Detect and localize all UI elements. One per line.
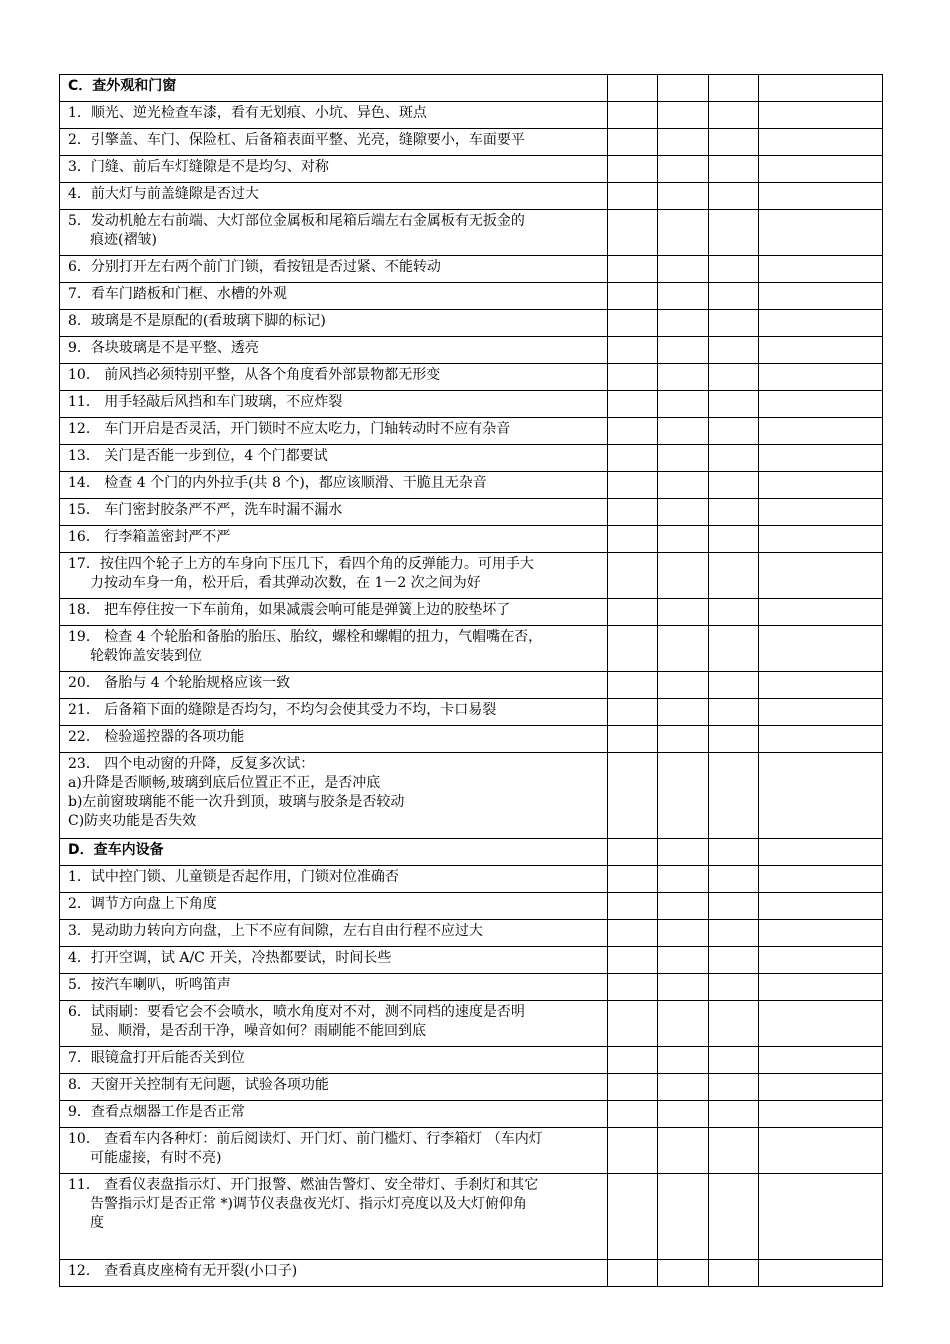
check-cell[interactable] <box>608 974 658 1001</box>
item-line: 14． 检查 4 个门的内外拉手(共 8 个)，都应该顺滑、干脆且无杂音 <box>68 475 487 491</box>
checklist-item-text <box>60 947 608 974</box>
check-cell[interactable] <box>759 499 883 526</box>
check-cell[interactable] <box>759 210 883 256</box>
check-cell[interactable] <box>759 1101 883 1128</box>
checklist-item-text <box>60 156 608 183</box>
checklist-item-text <box>60 974 608 1001</box>
check-cell[interactable] <box>658 866 709 893</box>
check-cell[interactable] <box>658 472 709 499</box>
checklist-item-text <box>60 1260 608 1287</box>
check-cell[interactable] <box>658 753 709 839</box>
check-cell[interactable] <box>709 183 759 210</box>
check-cell[interactable] <box>709 256 759 283</box>
checklist-row <box>60 920 883 947</box>
check-cell[interactable] <box>759 699 883 726</box>
check-cell[interactable] <box>709 699 759 726</box>
checklist-item-text <box>60 472 608 499</box>
check-cell[interactable] <box>658 337 709 364</box>
check-cell[interactable] <box>658 1174 709 1260</box>
checklist-item-text <box>60 1128 608 1174</box>
checklist-item-text <box>60 1001 608 1047</box>
check-cell[interactable] <box>608 672 658 699</box>
check-cell[interactable] <box>759 839 883 866</box>
check-cell[interactable] <box>709 626 759 672</box>
check-cell[interactable] <box>709 947 759 974</box>
checklist-item-text <box>60 1174 608 1260</box>
item-line: 11． 查看仪表盘指示灯、开门报警、燃油告警灯、安全带灯、手刹灯和其它 <box>68 1177 539 1193</box>
check-cell[interactable] <box>608 626 658 672</box>
item-line: 15． 车门密封胶条严不严，洗车时漏不漏水 <box>68 502 343 518</box>
check-cell[interactable] <box>608 129 658 156</box>
section-header-row <box>60 75 883 102</box>
item-line: 9．各块玻璃是不是平整、透亮 <box>68 340 259 356</box>
checklist-row <box>60 1001 883 1047</box>
check-cell[interactable] <box>658 1001 709 1047</box>
check-cell[interactable] <box>608 75 658 102</box>
check-cell[interactable] <box>658 156 709 183</box>
checklist-row <box>60 499 883 526</box>
checklist-row <box>60 599 883 626</box>
check-cell[interactable] <box>658 553 709 599</box>
check-cell[interactable] <box>608 920 658 947</box>
checklist-item-text <box>60 866 608 893</box>
check-cell[interactable] <box>759 974 883 1001</box>
check-cell[interactable] <box>709 839 759 866</box>
checklist-row <box>60 210 883 256</box>
check-cell[interactable] <box>658 256 709 283</box>
check-cell[interactable] <box>658 129 709 156</box>
check-cell[interactable] <box>709 129 759 156</box>
checklist-row <box>60 102 883 129</box>
check-cell[interactable] <box>759 1047 883 1074</box>
check-cell[interactable] <box>759 947 883 974</box>
check-cell[interactable] <box>608 210 658 256</box>
checklist-row <box>60 974 883 1001</box>
check-cell[interactable] <box>709 445 759 472</box>
check-cell[interactable] <box>709 753 759 839</box>
item-line: 5．按汽车喇叭，听鸣笛声 <box>68 977 231 993</box>
item-line: 13． 关门是否能一步到位，4 个门都要试 <box>68 448 328 464</box>
checklist-item-text <box>60 129 608 156</box>
check-cell[interactable] <box>658 210 709 256</box>
checklist-row <box>60 893 883 920</box>
check-cell[interactable] <box>759 553 883 599</box>
checklist-row <box>60 1101 883 1128</box>
checklist-row <box>60 753 883 839</box>
check-cell[interactable] <box>608 893 658 920</box>
check-cell[interactable] <box>658 893 709 920</box>
checklist-item-text <box>60 526 608 553</box>
check-cell[interactable] <box>608 1128 658 1174</box>
check-cell[interactable] <box>759 1128 883 1174</box>
checklist-row <box>60 183 883 210</box>
checklist-row <box>60 310 883 337</box>
checklist-item-text <box>60 1047 608 1074</box>
check-cell[interactable] <box>608 364 658 391</box>
check-cell[interactable] <box>709 920 759 947</box>
check-cell[interactable] <box>759 526 883 553</box>
check-cell[interactable] <box>759 256 883 283</box>
check-cell[interactable] <box>608 599 658 626</box>
checklist-item-text <box>60 1074 608 1101</box>
item-line: 8．天窗开关控制有无问题，试验各项功能 <box>68 1077 329 1093</box>
check-cell[interactable] <box>608 1260 658 1287</box>
checklist-row <box>60 626 883 672</box>
check-cell[interactable] <box>709 599 759 626</box>
check-cell[interactable] <box>709 418 759 445</box>
check-cell[interactable] <box>658 1128 709 1174</box>
check-cell[interactable] <box>608 391 658 418</box>
check-cell[interactable] <box>759 310 883 337</box>
check-cell[interactable] <box>759 283 883 310</box>
check-cell[interactable] <box>759 599 883 626</box>
checklist-row <box>60 283 883 310</box>
check-cell[interactable] <box>658 672 709 699</box>
check-cell[interactable] <box>608 472 658 499</box>
check-cell[interactable] <box>709 974 759 1001</box>
checklist-row <box>60 1047 883 1074</box>
check-cell[interactable] <box>658 974 709 1001</box>
check-cell[interactable] <box>759 445 883 472</box>
check-cell[interactable] <box>759 102 883 129</box>
checklist-row <box>60 472 883 499</box>
item-line: 17．按住四个轮子上方的车身向下压几下，看四个角的反弹能力。可用手大 <box>68 556 534 572</box>
check-cell[interactable] <box>608 445 658 472</box>
item-line: 告警指示灯是否正常 *)调节仪表盘夜光灯、指示灯亮度以及大灯俯仰角 <box>90 1196 527 1212</box>
check-cell[interactable] <box>709 499 759 526</box>
checklist-row <box>60 1174 883 1260</box>
item-line: 2．调节方向盘上下角度 <box>68 896 217 912</box>
checklist-item-text <box>60 256 608 283</box>
checklist-item-text <box>60 893 608 920</box>
check-cell[interactable] <box>759 472 883 499</box>
checklist-item-text <box>60 1101 608 1128</box>
checklist-item-text <box>60 672 608 699</box>
checklist-item-text <box>60 445 608 472</box>
item-line: 22． 检验遥控器的各项功能 <box>68 729 245 745</box>
item-line: 10． 前风挡必须特别平整，从各个角度看外部景物都无形变 <box>68 367 441 383</box>
check-cell[interactable] <box>709 472 759 499</box>
check-cell[interactable] <box>608 1174 658 1260</box>
check-cell[interactable] <box>608 337 658 364</box>
checklist-row <box>60 418 883 445</box>
check-cell[interactable] <box>709 1047 759 1074</box>
check-cell[interactable] <box>658 1047 709 1074</box>
checklist-row <box>60 1074 883 1101</box>
check-cell[interactable] <box>759 626 883 672</box>
check-cell[interactable] <box>759 364 883 391</box>
check-cell[interactable] <box>759 1174 883 1260</box>
check-cell[interactable] <box>759 418 883 445</box>
checklist-item-text <box>60 920 608 947</box>
check-cell[interactable] <box>608 726 658 753</box>
item-line: 显、顺滑，是否刮干净，噪音如何？雨刷能不能回到底 <box>90 1023 426 1039</box>
checklist-item-text <box>60 310 608 337</box>
item-line: 痕迹(褶皱) <box>90 232 157 248</box>
check-cell[interactable] <box>658 599 709 626</box>
checklist-body <box>60 75 883 1287</box>
check-cell[interactable] <box>608 283 658 310</box>
check-cell[interactable] <box>608 839 658 866</box>
check-cell[interactable] <box>658 102 709 129</box>
check-cell[interactable] <box>658 1101 709 1128</box>
check-cell[interactable] <box>608 156 658 183</box>
item-line: 4．打开空调，试 A/C 开关，冷热都要试，时间长些 <box>68 950 392 966</box>
check-cell[interactable] <box>759 726 883 753</box>
item-line: 1．试中控门锁、儿童锁是否起作用，门锁对位准确否 <box>68 869 399 885</box>
checklist-row <box>60 256 883 283</box>
checklist-item-text <box>60 337 608 364</box>
check-cell[interactable] <box>759 129 883 156</box>
item-line: 4．前大灯与前盖缝隙是否过大 <box>68 186 259 202</box>
checklist-item-text <box>60 599 608 626</box>
check-cell[interactable] <box>709 210 759 256</box>
item-line: 9．查看点烟器工作是否正常 <box>68 1104 245 1120</box>
check-cell[interactable] <box>608 947 658 974</box>
check-cell[interactable] <box>658 699 709 726</box>
check-cell[interactable] <box>658 839 709 866</box>
checklist-item-text <box>60 283 608 310</box>
checklist-row <box>60 129 883 156</box>
checklist-item-text <box>60 499 608 526</box>
check-cell[interactable] <box>658 1260 709 1287</box>
checklist-item-text <box>60 699 608 726</box>
check-cell[interactable] <box>709 283 759 310</box>
check-cell[interactable] <box>709 866 759 893</box>
inspection-checklist-table <box>59 74 883 1287</box>
checklist-item-text <box>60 553 608 599</box>
check-cell[interactable] <box>608 1074 658 1101</box>
check-cell[interactable] <box>759 75 883 102</box>
checklist-item-text <box>60 210 608 256</box>
check-cell[interactable] <box>759 391 883 418</box>
item-line: 20． 备胎与 4 个轮胎规格应该一致 <box>68 675 291 691</box>
check-cell[interactable] <box>709 391 759 418</box>
check-cell[interactable] <box>658 75 709 102</box>
section-header-row <box>60 839 883 866</box>
item-line: 可能虚接，有时不亮) <box>90 1150 222 1166</box>
check-cell[interactable] <box>658 920 709 947</box>
check-cell[interactable] <box>709 310 759 337</box>
check-cell[interactable] <box>658 499 709 526</box>
check-cell[interactable] <box>608 418 658 445</box>
checklist-row <box>60 526 883 553</box>
check-cell[interactable] <box>759 920 883 947</box>
checklist-row <box>60 726 883 753</box>
check-cell[interactable] <box>658 947 709 974</box>
check-cell[interactable] <box>709 102 759 129</box>
item-line: C)防夹功能是否失效 <box>68 813 197 829</box>
check-cell[interactable] <box>608 499 658 526</box>
check-cell[interactable] <box>608 526 658 553</box>
checklist-row <box>60 866 883 893</box>
check-cell[interactable] <box>608 866 658 893</box>
check-cell[interactable] <box>658 526 709 553</box>
check-cell[interactable] <box>608 256 658 283</box>
check-cell[interactable] <box>658 391 709 418</box>
item-line: 10． 查看车内各种灯：前后阅读灯、开门灯、前门槛灯、行李箱灯 （车内灯 <box>68 1131 543 1147</box>
section-title: C．查外观和门窗 <box>60 75 608 102</box>
checklist-row <box>60 947 883 974</box>
checklist-item-text <box>60 753 608 839</box>
item-line: 7．看车门踏板和门框、水槽的外观 <box>68 286 287 302</box>
item-line: 1．顺光、逆光检查车漆，看有无划痕、小坑、异色、斑点 <box>68 105 427 121</box>
item-line: 5．发动机舱左右前端、大灯部位金属板和尾箱后端左右金属板有无扳金的 <box>68 213 525 229</box>
item-line: 3．晃动助力转向方向盘，上下不应有间隙，左右自由行程不应过大 <box>68 923 483 939</box>
check-cell[interactable] <box>608 183 658 210</box>
check-cell[interactable] <box>759 866 883 893</box>
item-line: 力按动车身一角，松开后，看其弹动次数，在 1－2 次之间为好 <box>90 575 481 591</box>
checklist-item-text <box>60 726 608 753</box>
check-cell[interactable] <box>709 1174 759 1260</box>
check-cell[interactable] <box>608 1101 658 1128</box>
check-cell[interactable] <box>759 672 883 699</box>
checklist-row <box>60 364 883 391</box>
check-cell[interactable] <box>709 726 759 753</box>
item-line: b)左前窗玻璃能不能一次升到顶，玻璃与胶条是否较动 <box>68 794 405 810</box>
check-cell[interactable] <box>759 1001 883 1047</box>
checklist-row <box>60 445 883 472</box>
check-cell[interactable] <box>709 75 759 102</box>
item-line: 23． 四个电动窗的升降，反复多次试： <box>68 756 315 772</box>
checklist-item-text <box>60 364 608 391</box>
item-line: 6．试雨刷：要看它会不会喷水，喷水角度对不对，测不同档的速度是否明 <box>68 1004 525 1020</box>
item-line: 2．引擎盖、车门、保险杠、后备箱表面平整、光亮，缝隙要小，车面要平 <box>68 132 525 148</box>
check-cell[interactable] <box>709 893 759 920</box>
check-cell[interactable] <box>709 1260 759 1287</box>
check-cell[interactable] <box>759 1074 883 1101</box>
check-cell[interactable] <box>608 553 658 599</box>
item-line: 19． 检查 4 个轮胎和备胎的胎压、胎纹，螺栓和螺帽的扭力，气帽嘴在否， <box>68 629 543 645</box>
check-cell[interactable] <box>759 337 883 364</box>
checklist-item-text <box>60 418 608 445</box>
item-line: 18． 把车停住按一下车前角，如果减震会响可能是弹簧上边的胶垫坏了 <box>68 602 511 618</box>
item-line: 16． 行李箱盖密封严不严 <box>68 529 231 545</box>
check-cell[interactable] <box>658 364 709 391</box>
check-cell[interactable] <box>608 1047 658 1074</box>
item-line: 12． 车门开启是否灵活，开门锁时不应太吃力，门轴转动时不应有杂音 <box>68 421 511 437</box>
check-cell[interactable] <box>709 526 759 553</box>
item-line: 度 <box>90 1215 104 1231</box>
check-cell[interactable] <box>709 1074 759 1101</box>
check-cell[interactable] <box>658 310 709 337</box>
check-cell[interactable] <box>608 310 658 337</box>
checklist-row <box>60 553 883 599</box>
item-line: 6．分别打开左右两个前门门锁，看按钮是否过紧、不能转动 <box>68 259 441 275</box>
check-cell[interactable] <box>759 753 883 839</box>
checklist-item-text <box>60 183 608 210</box>
checklist-row <box>60 699 883 726</box>
check-cell[interactable] <box>759 156 883 183</box>
check-cell[interactable] <box>709 364 759 391</box>
item-line: 3．门缝、前后车灯缝隙是不是均匀、对称 <box>68 159 329 175</box>
checklist-row <box>60 337 883 364</box>
item-line: 11． 用手轻敲后风挡和车门玻璃，不应炸裂 <box>68 394 343 410</box>
checklist-row <box>60 391 883 418</box>
checklist-item-text <box>60 102 608 129</box>
check-cell[interactable] <box>658 626 709 672</box>
checklist-row <box>60 1128 883 1174</box>
check-cell[interactable] <box>709 1128 759 1174</box>
check-cell[interactable] <box>709 553 759 599</box>
check-cell[interactable] <box>658 418 709 445</box>
check-cell[interactable] <box>709 1101 759 1128</box>
checklist-row <box>60 672 883 699</box>
check-cell[interactable] <box>709 156 759 183</box>
check-cell[interactable] <box>709 337 759 364</box>
item-line: 7．眼镜盒打开后能否关到位 <box>68 1050 245 1066</box>
check-cell[interactable] <box>608 753 658 839</box>
checklist-row <box>60 156 883 183</box>
check-cell[interactable] <box>658 183 709 210</box>
check-cell[interactable] <box>608 102 658 129</box>
checklist-item-text <box>60 626 608 672</box>
check-cell[interactable] <box>709 1001 759 1047</box>
check-cell[interactable] <box>658 1074 709 1101</box>
item-line: 8．玻璃是不是原配的(看玻璃下脚的标记) <box>68 313 326 329</box>
check-cell[interactable] <box>658 283 709 310</box>
item-line: a)升降是否顺畅,玻璃到底后位置正不正，是否冲底 <box>68 775 381 791</box>
section-title: D．查车内设备 <box>60 839 608 866</box>
checklist-item-text <box>60 391 608 418</box>
check-cell[interactable] <box>759 893 883 920</box>
check-cell[interactable] <box>658 445 709 472</box>
check-cell[interactable] <box>759 1260 883 1287</box>
item-line: 21． 后备箱下面的缝隙是否均匀，不均匀会使其受力不均，卡口易裂 <box>68 702 497 718</box>
check-cell[interactable] <box>709 672 759 699</box>
item-line: 12． 查看真皮座椅有无开裂(小口子) <box>68 1263 298 1279</box>
check-cell[interactable] <box>658 726 709 753</box>
checklist-row <box>60 1260 883 1287</box>
check-cell[interactable] <box>608 1001 658 1047</box>
check-cell[interactable] <box>608 699 658 726</box>
check-cell[interactable] <box>759 183 883 210</box>
item-line: 轮毂饰盖安装到位 <box>90 648 202 664</box>
